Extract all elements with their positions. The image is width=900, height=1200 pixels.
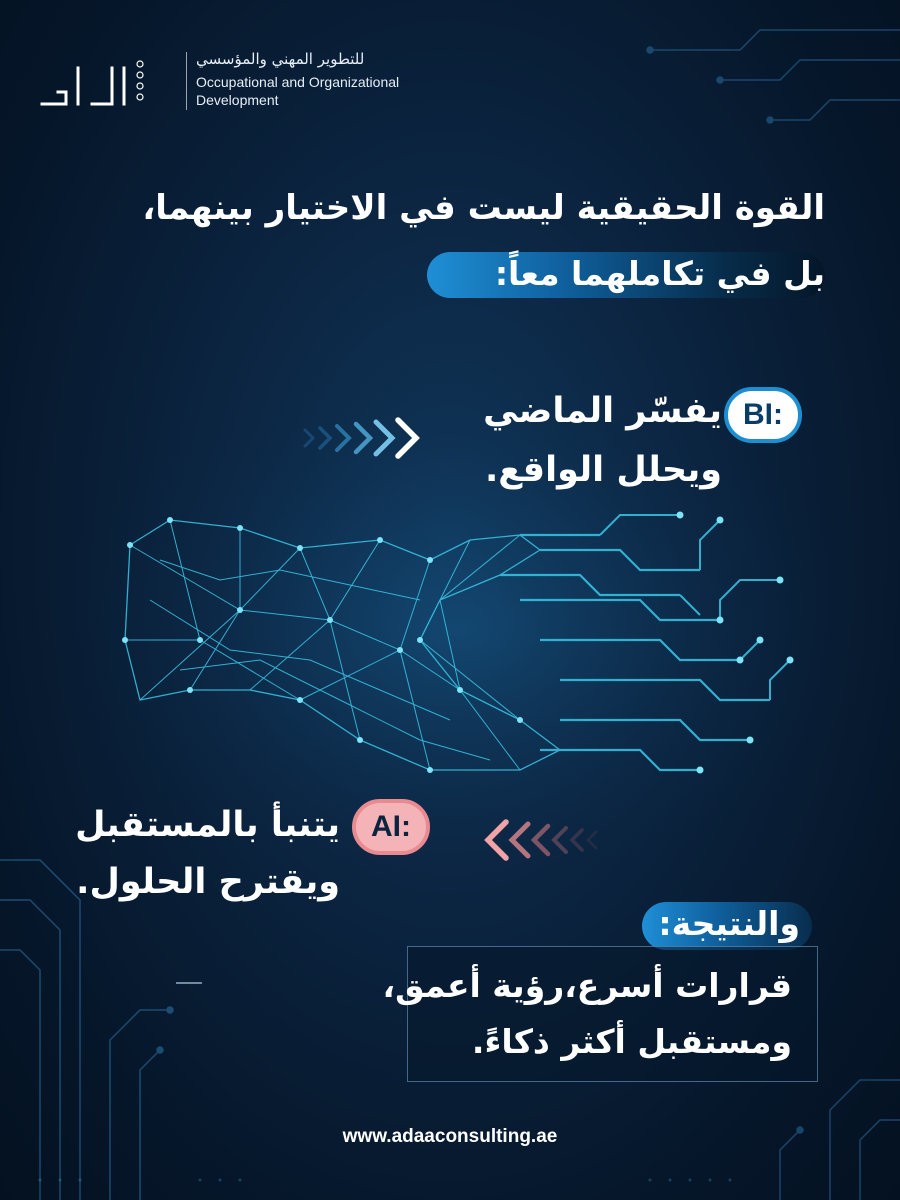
headline: القوة الحقيقية ليست في الاختيار بينهما، <box>142 188 825 228</box>
ai-description-line1: يتنبأ بالمستقبل <box>75 805 340 845</box>
result-line1: قرارات أسرع،رؤية أعمق، <box>382 966 792 1005</box>
logo-arabic-name: للتطوير المهني والمؤسسي <box>196 50 365 68</box>
bi-description-line1: يفسّر الماضي <box>483 391 722 431</box>
circuit-traces-bottom-left <box>0 860 173 1200</box>
circuit-traces-top-right <box>647 30 900 123</box>
result-label: والنتيجة: <box>658 904 800 943</box>
logo-divider <box>186 52 187 110</box>
subheadline-pill <box>427 252 825 298</box>
result-line2: ومستقبل أكثر ذكاءً. <box>471 1022 792 1061</box>
bi-description-line2: ويحلل الواقع. <box>484 450 722 490</box>
logo-english-line1: Occupational and Organizational <box>196 74 400 90</box>
bi-badge: BI: <box>724 387 802 443</box>
logo-english-line2: Development <box>196 92 279 108</box>
subheadline-text: بل في تكاملهما معاً: <box>494 254 825 293</box>
dot-grid-bottom <box>39 1179 732 1182</box>
adaa-logo-mark <box>36 48 148 114</box>
result-label-pill <box>642 902 812 950</box>
brand-logo <box>36 48 400 118</box>
ai-description-line2: ويقترح الحلول. <box>76 862 340 902</box>
website-link[interactable]: www.adaaconsulting.ae <box>342 1126 558 1147</box>
ai-badge: AI: <box>352 799 430 855</box>
